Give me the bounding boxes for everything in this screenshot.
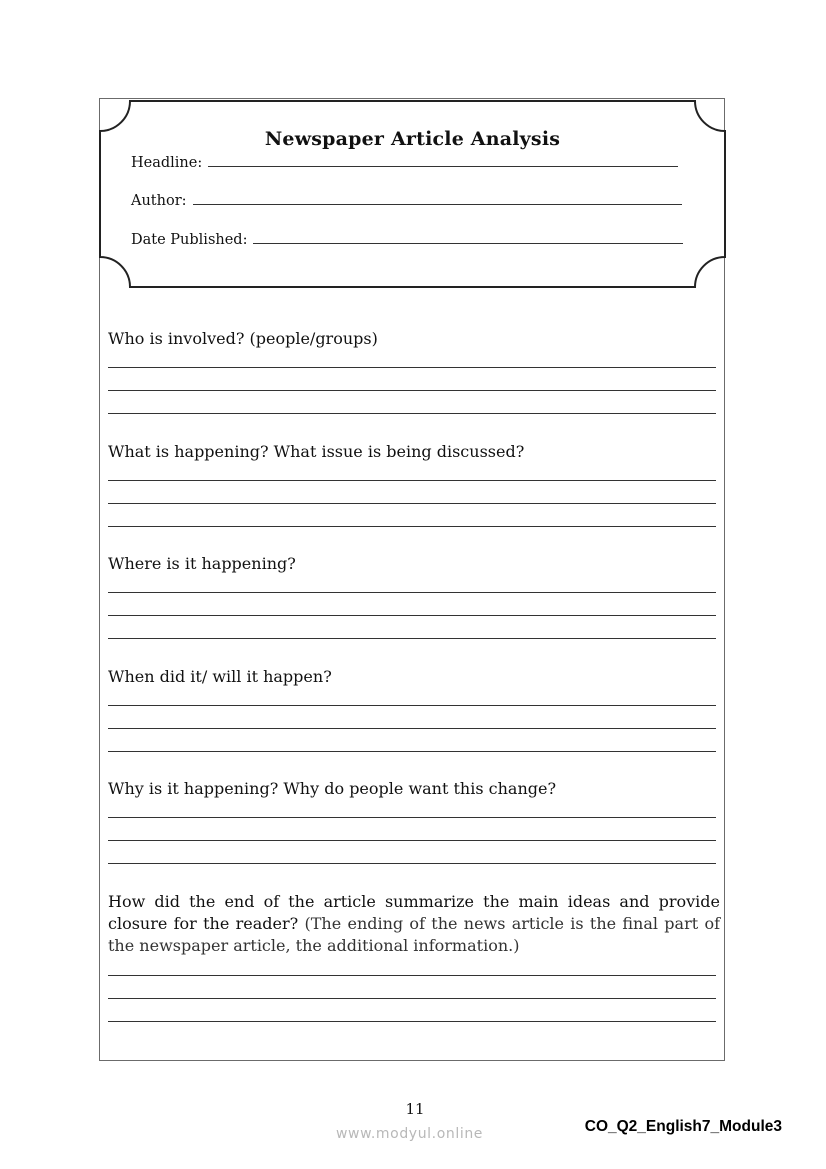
answer-line[interactable]	[108, 615, 716, 616]
answer-line[interactable]	[108, 998, 716, 999]
answer-line[interactable]	[108, 526, 716, 527]
question-where: Where is it happening?	[108, 554, 296, 573]
page-number: 11	[405, 1100, 425, 1118]
author-blank[interactable]	[193, 203, 682, 205]
answer-line[interactable]	[108, 705, 716, 706]
answer-line[interactable]	[108, 592, 716, 593]
module-code: CO_Q2_English7_Module3	[584, 1118, 782, 1135]
answer-line[interactable]	[108, 390, 716, 391]
answer-line[interactable]	[108, 480, 716, 481]
question-how-ending-note: (The ending of the news article is the final part of the newspaper article, the additional information.)	[108, 914, 720, 955]
question-when: When did it/ will it happen?	[108, 667, 332, 686]
answer-line[interactable]	[108, 840, 716, 841]
date-published-label: Date Published:	[131, 232, 248, 248]
answer-line[interactable]	[108, 367, 716, 368]
answer-line[interactable]	[108, 975, 716, 976]
headline-label: Headline:	[131, 155, 203, 171]
date-published-field[interactable]	[131, 232, 683, 248]
question-how-ending-text: How did the end of the article summarize the main ideas and provide closure for the reader?	[108, 892, 720, 933]
headline-field[interactable]	[131, 155, 678, 171]
answer-line[interactable]	[108, 817, 716, 818]
question-who: Who is involved? (people/groups)	[108, 329, 378, 348]
question-how-ending	[108, 891, 720, 957]
answer-line[interactable]	[108, 1021, 716, 1022]
headline-blank[interactable]	[208, 165, 678, 167]
question-why: Why is it happening? Why do people want this change?	[108, 779, 557, 798]
answer-line[interactable]	[108, 863, 716, 864]
answer-line[interactable]	[108, 728, 716, 729]
answer-line[interactable]	[108, 638, 716, 639]
watermark: www.modyul.online	[336, 1126, 484, 1142]
worksheet-title: Newspaper Article Analysis	[264, 128, 561, 150]
answer-line[interactable]	[108, 503, 716, 504]
date-published-blank[interactable]	[253, 242, 683, 244]
answer-line[interactable]	[108, 751, 716, 752]
author-field[interactable]	[131, 193, 682, 209]
author-label: Author:	[131, 193, 187, 209]
answer-line[interactable]	[108, 413, 716, 414]
question-what: What is happening? What issue is being discussed?	[108, 442, 525, 461]
